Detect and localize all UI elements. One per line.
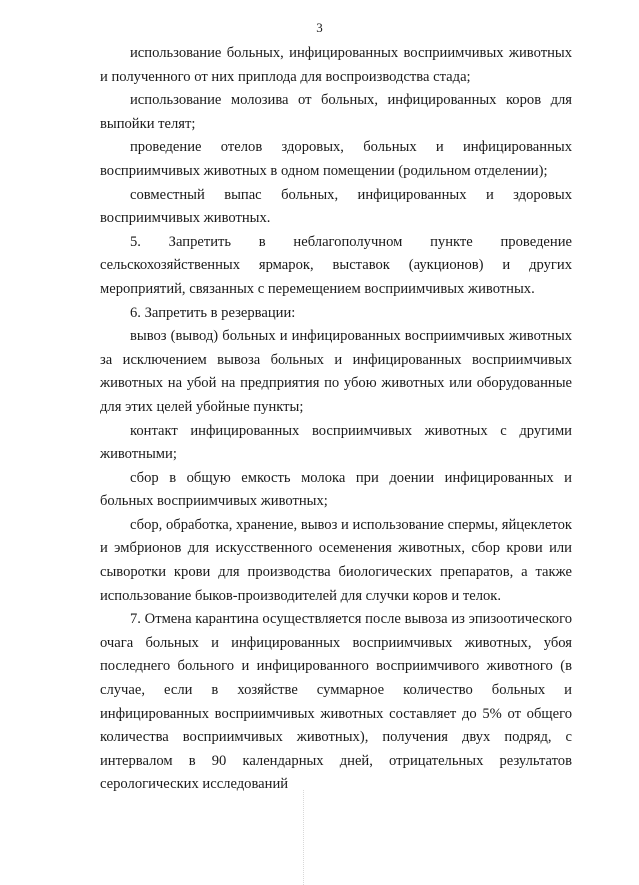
paragraph-item-6-heading: 6. Запретить в резервации: xyxy=(130,304,296,321)
paragraph-ban-contact: контакт инфицированных восприимчивых животных с другими животными; xyxy=(100,422,572,463)
document-body xyxy=(100,42,572,797)
paragraph-item-5: 5. Запретить в неблагополучном пункте проведение сельскохозяйственных ярмарок, выставок (аукционов) и других мероприятий, связанных с перемещением восприимчивых животных. xyxy=(100,233,572,297)
paragraph-ban-joint-grazing: совместный выпас больных, инфицированных и здоровых восприимчивых животных. xyxy=(100,186,572,227)
paragraph-ban-milk-collection: сбор в общую емкость молока при доении инфицированных и больных восприимчивых животных; xyxy=(100,469,572,510)
paragraph-ban-sperm-blood: сбор, обработка, хранение, вывоз и использование спермы, яйцеклеток и эмбрионов для искусственного осеменения животных, сбор крови или сыворотки крови для производства биологических препаратов, а также использование быков-производителей для случки коров и телок. xyxy=(100,516,572,604)
paragraph-ban-breeding-use: использование больных, инфицированных восприимчивых животных и полученного от них приплода для воспроизводства стада; xyxy=(100,45,572,85)
paragraph-ban-export: вывоз (вывод) больных и инфицированных восприимчивых животных за исключением вывоза больных и инфицированных восприимчивых животных на убой на предприятия по убою животных или оборудованные для этих целей убойные пункты; xyxy=(100,328,572,415)
scan-artifact-line xyxy=(303,790,304,885)
paragraph-ban-colostrum: использование молозива от больных, инфицированных коров для выпойки телят; xyxy=(100,92,572,132)
paragraph-item-7: 7. Отмена карантина осуществляется после вывоза из эпизоотического очага больных и инфицированных восприимчивых животных, убоя последнего больного и инфицированного восприимчивого животного (в случае, если в хозяйстве суммарное количество больных и инфицированных восприимчивых животных составляет до 5% от общего количества восприимчивых животных), получения двух подряд, с интервалом в 90 календарных дней, отрицательных результатов серологических исследований xyxy=(100,611,572,793)
paragraph-ban-joint-calving: проведение отелов здоровых, больных и инфицированных восприимчивых животных в одном помещении (родильном отделении); xyxy=(100,139,572,179)
page-number: 3 xyxy=(316,20,323,35)
